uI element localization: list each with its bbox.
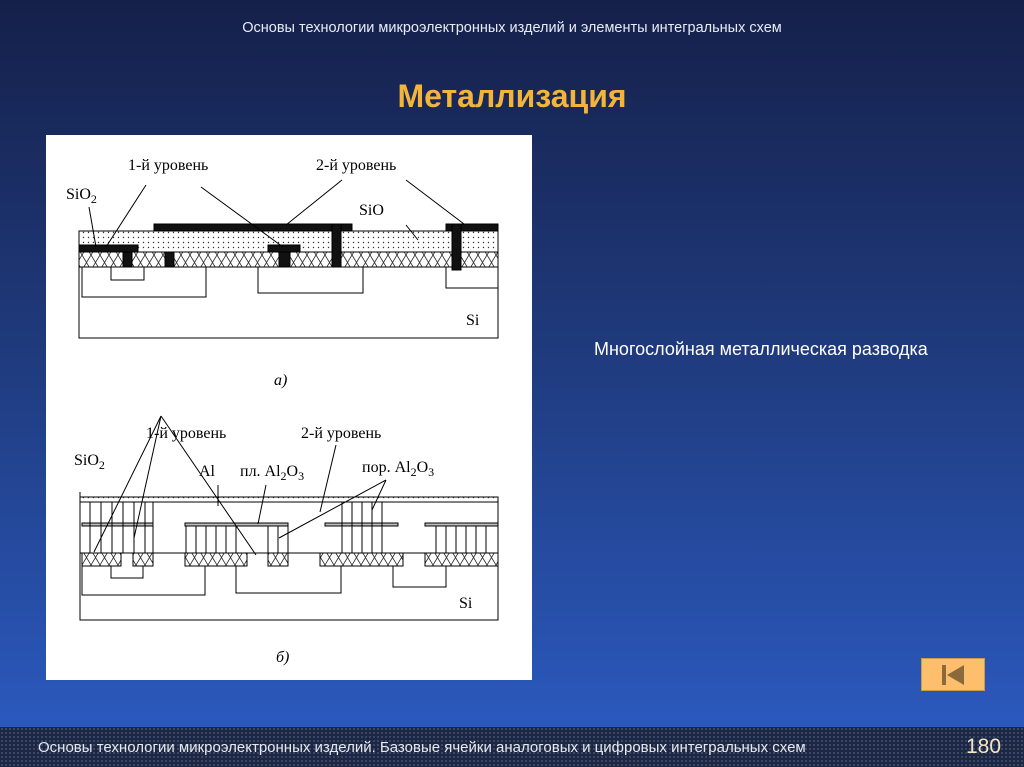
label-dense-al2o3: пл. $Al_2O_3$ (240, 463, 305, 483)
label-level2: 2-й уровень (316, 157, 397, 174)
label-al: Al (199, 463, 215, 480)
first-slide-icon (922, 659, 984, 690)
caption-b: б) (276, 649, 290, 666)
label-porous-al2o3: пор. $Al_2O_3$ (362, 459, 435, 479)
caption-a: а) (274, 372, 288, 389)
label-level2: 2-й уровень (301, 425, 382, 442)
metallization-figure (46, 135, 532, 680)
label-level1: 1-й уровень (146, 425, 227, 442)
diagram-b (74, 416, 498, 666)
slide-title: Металлизация (397, 78, 627, 114)
label-level1: 1-й уровень (128, 157, 209, 174)
course-title: Основы технологии микроэлектронных изделий и элементы интегральных схем (242, 20, 782, 36)
slide-description: Многослойная металлическая разводка (594, 339, 928, 359)
label-sio: SiO (359, 202, 384, 219)
page-number: 180 (966, 735, 1002, 758)
metallization-diagrams (46, 135, 532, 680)
first-slide-button[interactable] (921, 658, 985, 691)
label-sio2: SiO$_2$ (66, 186, 97, 206)
label-si: Si (459, 595, 473, 612)
label-si: Si (466, 312, 480, 329)
label-sio2: SiO$_2$ (74, 452, 105, 472)
footer-text: Основы технологии микроэлектронных изделий. Базовые ячейки аналоговых и цифровых интегральных схем (38, 739, 806, 756)
footer (0, 727, 1024, 767)
diagram-a (66, 157, 498, 389)
